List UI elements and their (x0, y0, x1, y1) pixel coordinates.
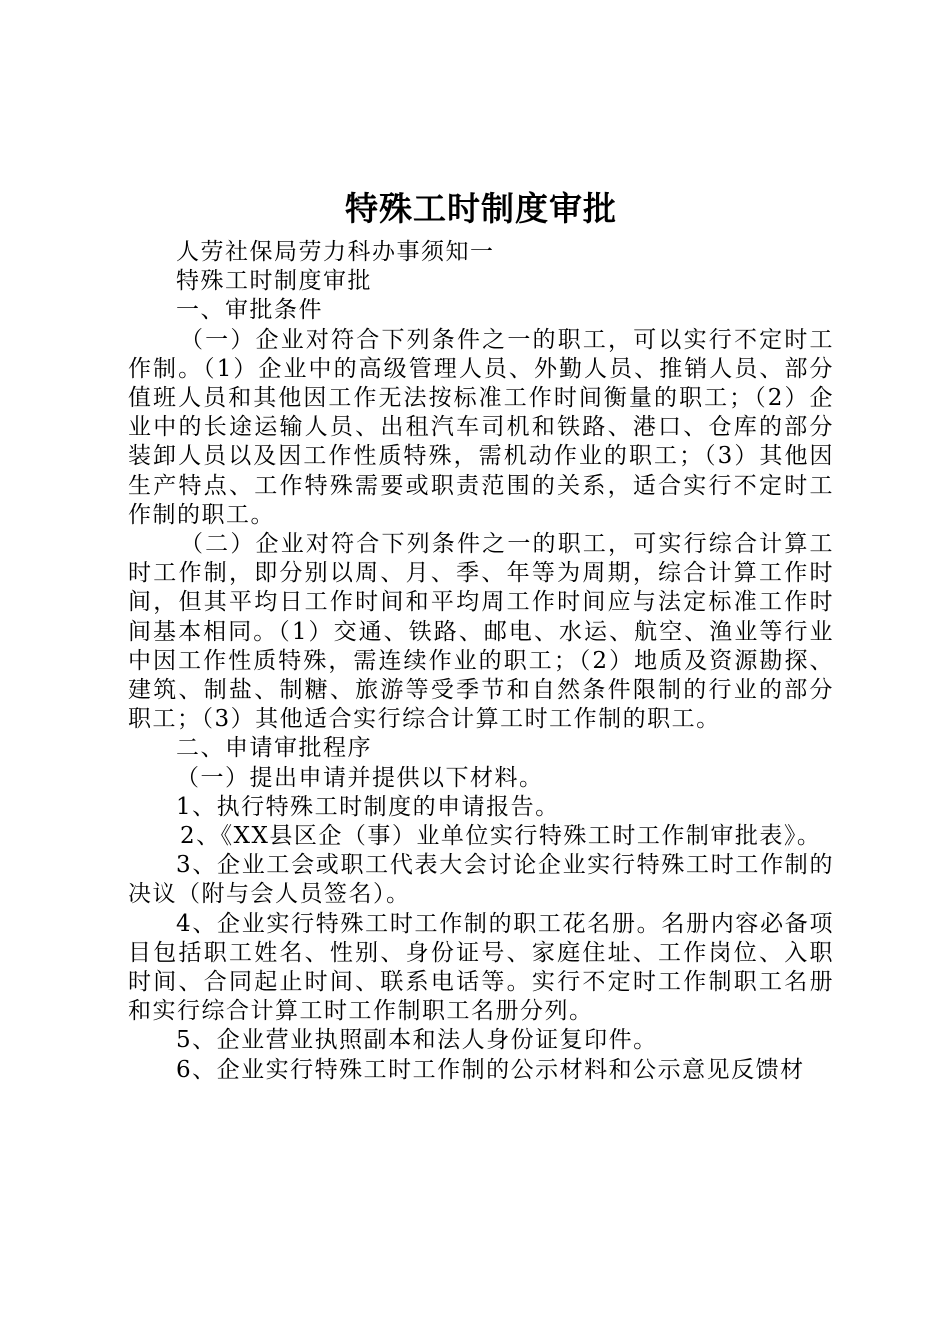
paragraph-notice-header: 人劳社保局劳力科办事须知一 (176, 239, 495, 265)
list-item-material-4: 4、企业实行特殊工时工作制的职工花名册。名册内容必备项目包括职工姓名、性别、身份证号、家庭住址、工作岗位、入职时间、合同起止时间、联系电话等。实行不定时工作制职工名册和实行综合计算工时工作制职工名册分列。 (128, 910, 834, 1025)
document-page (128, 180, 834, 1085)
list-item-material-3: 3、企业工会或职工代表大会讨论企业实行特殊工时工作制的决议（附与会人员签名）。 (128, 852, 834, 908)
section-heading-procedure: 二、申请审批程序 (176, 735, 372, 762)
paragraph-subject: 特殊工时制度审批 (176, 268, 372, 295)
list-item-material-5: 5、企业营业执照副本和法人身份证复印件。 (176, 1027, 658, 1054)
paragraph-procedure-1: （一）提出申请并提供以下材料。 (176, 764, 544, 791)
list-item-material-2: 2、《XX县区企（事）业单位实行特殊工时工作制审批表》。 (180, 823, 822, 850)
section-heading-conditions: 一、审批条件 (176, 297, 323, 324)
list-item-material-6: 6、企业实行特殊工时工作制的公示材料和公示意见反馈材 (176, 1056, 805, 1083)
paragraph-condition-2: （二）企业对符合下列条件之一的职工，可实行综合计算工时工作制，即分别以周、月、季、年等为周期，综合计算工作时间，但其平均日工作时间和平均周工作时间应与法定标准工作时间基本相同。（1）交通、铁路、邮电、水运、航空、渔业等行业中因工作性质特殊，需连续作业的职工；（2）地质及资源勘探、建筑、制盐、制糖、旅游等受季节和自然条件限制的行业的部分职工；（3）其他适合实行综合计算工时工作制的职工。 (128, 531, 834, 733)
document-title: 特殊工时制度审批 (345, 189, 617, 228)
list-item-material-1: 1、执行特殊工时制度的申请报告。 (176, 793, 560, 820)
paragraph-condition-1: （一）企业对符合下列条件之一的职工，可以实行不定时工作制。（1）企业中的高级管理人员、外勤人员、推销人员、部分值班人员和其他因工作无法按标准工作时间衡量的职工；（2）企业中的长途运输人员、出租汽车司机和铁路、港口、仓库的部分装卸人员以及因工作性质特殊，需机动作业的职工；（3）其他因生产特点、工作特殊需要或职责范围的关系，适合实行不定时工作制的职工。 (128, 326, 834, 528)
